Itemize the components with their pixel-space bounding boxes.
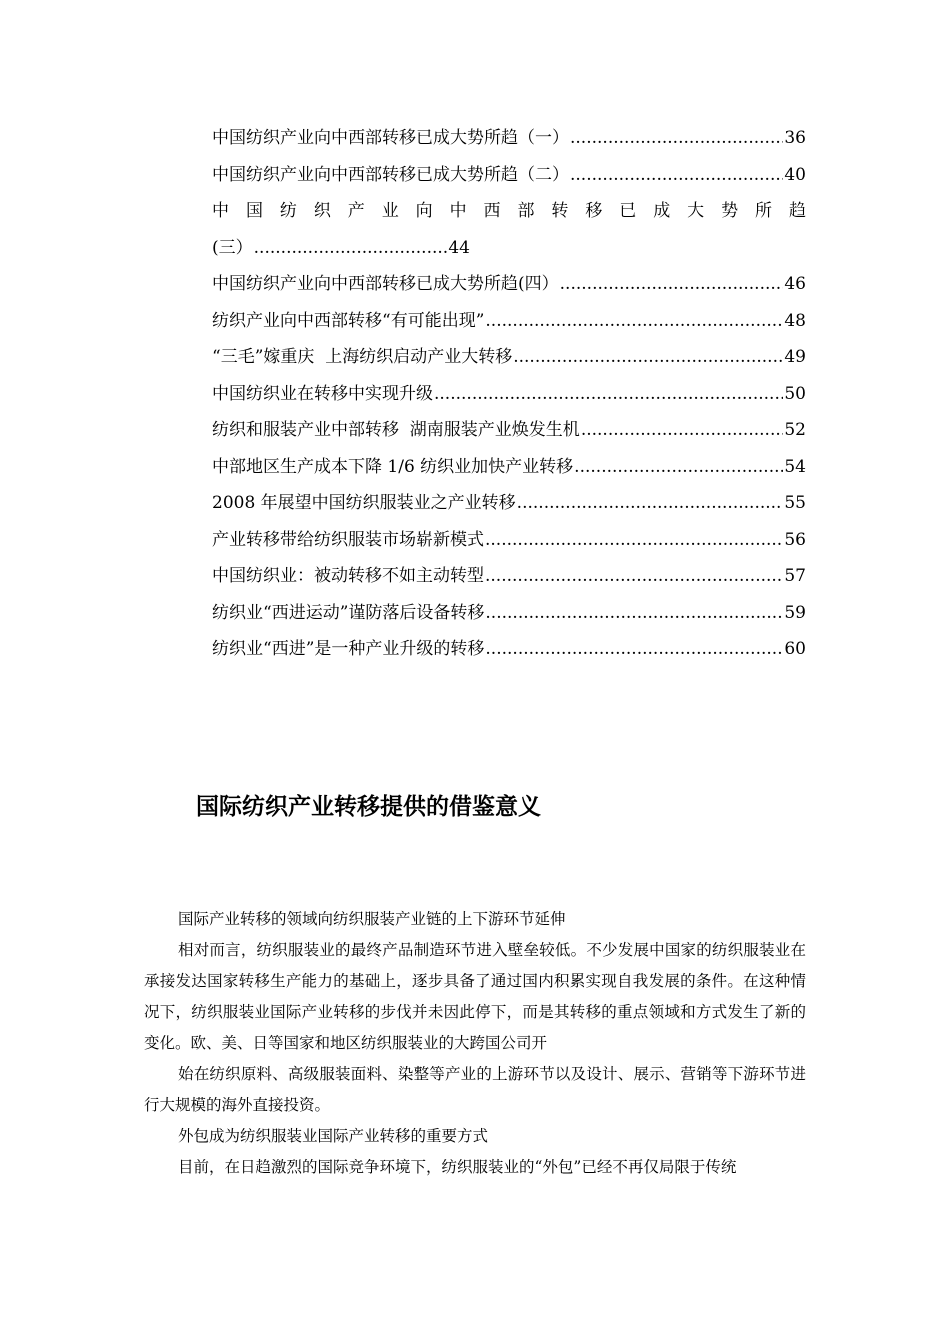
toc-entry-char: 趋: [788, 201, 806, 221]
toc-entry-title: 纺织产业向中西部转移“有可能出现”: [212, 310, 485, 331]
toc-entry[interactable]: [212, 522, 806, 559]
table-of-contents: [212, 120, 806, 668]
toc-leader-dots: [560, 266, 784, 303]
toc-leader-dots: [485, 631, 783, 668]
toc-entry-title: (三）: [212, 237, 253, 258]
body-text: [144, 904, 806, 1183]
toc-entry-page: 55: [784, 493, 806, 513]
toc-entry-title: 产业转移带给纺织服装市场崭新模式: [212, 529, 484, 550]
toc-entry[interactable]: [212, 120, 806, 157]
toc-entry-char: 中: [449, 201, 467, 221]
toc-entry[interactable]: [212, 485, 806, 522]
toc-entry-char: 西: [483, 201, 501, 221]
toc-entry-page: 57: [784, 566, 806, 586]
toc-entry-page: 52: [784, 420, 806, 440]
toc-leader-dots: [485, 303, 783, 340]
toc-entry-page: 49: [784, 347, 806, 367]
toc-leader-dots: [485, 558, 783, 595]
toc-entry-page: 60: [784, 639, 806, 659]
toc-entry[interactable]: [212, 595, 806, 632]
toc-entry-title: 2008 年展望中国纺织服装业之产业转移: [212, 493, 516, 513]
toc-entry-page: 59: [784, 602, 806, 623]
toc-entry-char: 中: [212, 201, 229, 221]
toc-entry-page: 46: [784, 274, 806, 294]
toc-entry-char: 转: [551, 201, 569, 221]
toc-entry-char: 移: [585, 201, 603, 221]
toc-entry[interactable]: [212, 558, 806, 595]
toc-leader-dots: [254, 230, 448, 267]
paragraph: 始在纺织原料、高级服装面料、染整等产业的上游环节以及设计、展示、营销等下游环节进行大规模的海外直接投资。: [144, 1065, 806, 1114]
toc-entry[interactable]: [212, 339, 806, 376]
section-heading: 国际纺织产业转移提供的借鉴意义: [196, 794, 541, 820]
toc-entry-title: 中国纺织业在转移中实现升级: [212, 383, 433, 404]
toc-entry-char: 成: [653, 201, 671, 221]
toc-entry-char: 已: [619, 201, 637, 221]
toc-entry-title: 纺织业“西进”是一种产业升级的转移: [212, 639, 485, 659]
toc-entry-page: 40: [784, 164, 806, 185]
toc-entry[interactable]: [212, 266, 806, 303]
toc-leader-dots: [574, 449, 783, 486]
toc-entry-page: 36: [784, 128, 806, 148]
toc-entry-page: 56: [784, 529, 806, 550]
toc-entry-page: 44: [448, 237, 470, 258]
toc-leader-dots: [517, 485, 784, 522]
toc-entry[interactable]: [212, 631, 806, 668]
toc-entry-char: 大: [687, 201, 705, 221]
toc-leader-dots: [581, 412, 784, 449]
toc-leader-dots: [570, 120, 783, 157]
toc-entry-title: 中国纺织产业向中西部转移已成大势所趋（二）: [212, 164, 569, 185]
toc-entry-char: 业: [381, 201, 399, 221]
toc-leader-dots: [513, 339, 783, 376]
toc-entry-page: 48: [784, 310, 806, 331]
toc-leader-dots: [485, 595, 783, 632]
toc-leader-dots: [485, 522, 783, 559]
toc-entry-char: 产: [347, 201, 365, 221]
toc-entry[interactable]: [212, 157, 806, 194]
toc-entry-page: 50: [784, 383, 806, 404]
toc-entry-char: 部: [517, 201, 535, 221]
toc-entry-wrapped-line1[interactable]: [212, 193, 806, 230]
toc-entry-char: 向: [415, 201, 433, 221]
toc-entry-char: 所: [755, 201, 772, 221]
toc-entry-title: 中部地区生产成本下降 1/6 纺织业加快产业转移: [212, 456, 574, 477]
toc-entry-title: 中国纺织业：被动转移不如主动转型: [212, 566, 484, 586]
toc-entry-title: 纺织业“西进运动”谨防落后设备转移: [212, 602, 485, 623]
paragraph: 相对而言，纺织服装业的最终产品制造环节进入壁垒较低。不少发展中国家的纺织服装业在承接发达国家转移生产能力的基础上，逐步具备了通过国内积累实现自我发展的条件。在这种情况下，纺织服装业国际产业转移的步伐并未因此停下，而是其转移的重点领域和方式发生了新的变化。欧、美、日等国家和地区纺织服装业的大跨国公司开: [144, 941, 806, 1052]
toc-entry-title: 中国纺织产业向中西部转移已成大势所趋(四）: [212, 274, 559, 294]
subheading: 国际产业转移的领域向纺织服装产业链的上下游环节延伸: [178, 910, 566, 928]
toc-entry[interactable]: [212, 412, 806, 449]
toc-entry-char: 纺: [279, 201, 297, 221]
toc-entry-title: 纺织和服装产业中部转移 湖南服装产业焕发生机: [212, 420, 580, 440]
toc-entry[interactable]: [212, 230, 470, 267]
toc-entry-char: 势: [721, 201, 739, 221]
toc-entry[interactable]: [212, 303, 806, 340]
toc-leader-dots: [434, 376, 783, 413]
toc-entry-char: 织: [313, 201, 331, 221]
paragraph: 目前，在日趋激烈的国际竞争环境下，纺织服装业的“外包”已经不再仅局限于传统: [178, 1158, 737, 1176]
toc-leader-dots: [570, 157, 783, 194]
toc-entry[interactable]: [212, 449, 806, 486]
subheading: 外包成为纺织服装业国际产业转移的重要方式: [178, 1127, 489, 1145]
toc-entry[interactable]: [212, 376, 806, 413]
toc-entry-title: 中国纺织产业向中西部转移已成大势所趋（一）: [212, 128, 569, 148]
toc-entry-page: 54: [784, 456, 806, 477]
toc-entry-char: 国: [245, 201, 263, 221]
toc-entry-title: “三毛”嫁重庆 上海纺织启动产业大转移: [212, 347, 513, 367]
